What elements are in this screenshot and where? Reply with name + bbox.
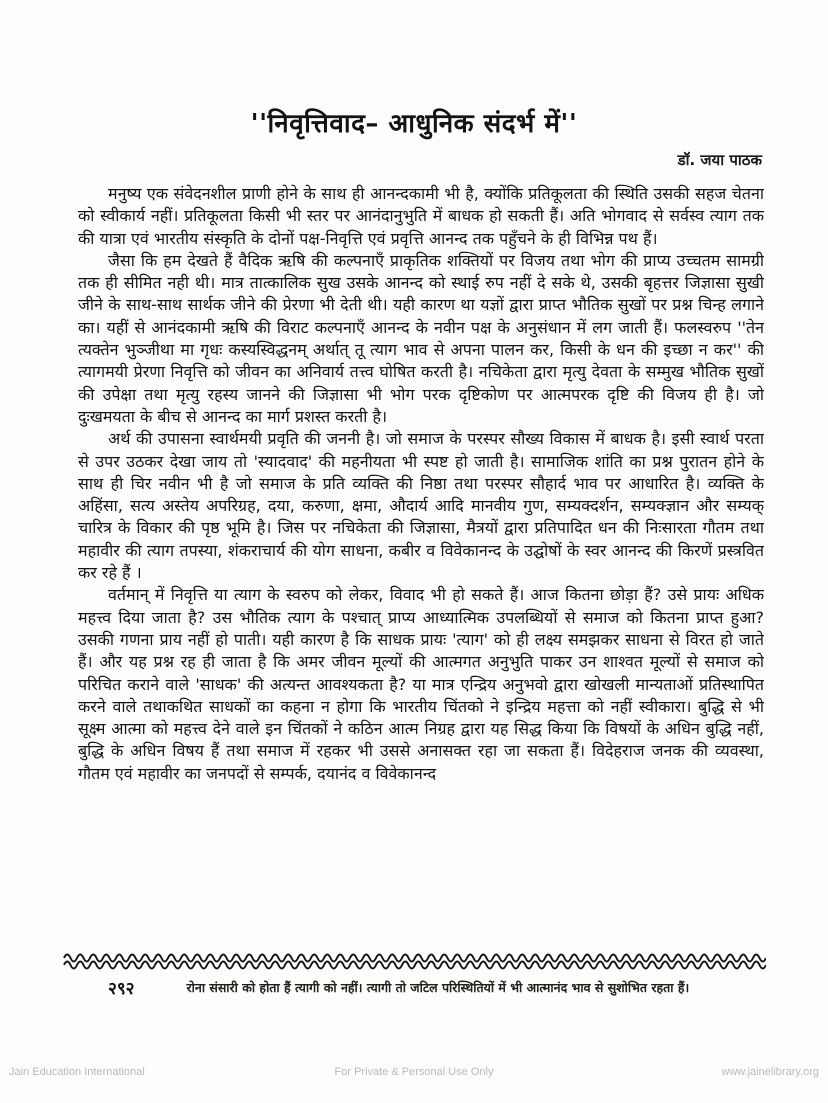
footer <box>108 976 758 999</box>
article-body <box>78 183 764 955</box>
body-paragraph-2: जैसा कि हम देखते हैं वैदिक ऋषि की कल्पनाएँ प्राकृतिक शक्तियों पर विजय तथा भोग की प्राप्य उच्चतम सामग्री तक ही सीमित नही थी। मात्र तात्कालिक सुख उसके आनन्द को स्थाई रुप नहीं दे सके थे, उसकी बृहत्तर जिज्ञासा सुखी जीने के साथ-साथ सार्थक जीने की प्रेरणा भी देती थी। यही कारण था यज्ञों द्वारा प्राप्त भौतिक सुखों पर प्रश्न चिन्ह लगाने का। यहीं से आनंदकामी ऋषि की विराट कल्पनाएँ आनन्द के नवीन पक्ष के अनुसंधान में लग जाती हैं। फलस्वरुप ''तेन त्यक्तेन भुञ्जीथा मा गृधः कस्यस्विद्धनम् अर्थात् तू त्याग भाव से अपना पालन कर, किसी के धन की इच्छा न कर'' की त्यागमयी प्रेरणा निवृत्ति को जीवन का अनिवार्य तत्त्व घोषित करती है। नचिकेता द्वारा मृत्यु देवता के सम्मुख भौतिक सुखों की उपेक्षा तथा मृत्यु रहस्य जानने की जिज्ञासा भी भोग परक दृष्टिकोण पर आत्मपरक दृष्टि की विजय ही है। जो दुःखमयता के बीच से आनन्द का मार्ग प्रशस्त करती है। <box>78 250 764 426</box>
wavy-divider-icon <box>62 952 766 972</box>
body-paragraph-4: वर्तमान् में निवृत्ति या त्याग के स्वरुप को लेकर, विवाद भी हो सकते हैं। आज कितना छोड़ा हैं? उसे प्रायः अधिक महत्त्व दिया जाता है? उस भौतिक त्याग के पश्चात् प्राप्य आध्यात्मिक उपलब्धियों से समाज को कितना प्राप्त हुआ? उसकी गणना प्राय नहीं हो पाती। यही कारण है कि साधक प्रायः 'त्याग' को ही लक्ष्य समझकर साधना से विरत हो जाते हैं। और यह प्रश्न रह ही जाता है कि अमर जीवन मूल्यों की आत्मगत अनुभुति पाकर उन शाश्वत मूल्यों से समाज को परिचित कराने वाले 'साधक' की अत्यन्त आवश्यकता है? या मात्र एन्द्रिय अनुभवो द्वारा खोखली मान्यताओं प्रतिस्थापित करने वाले तथाकथित साधकों का कहना न होगा कि भारतीय चिंतको ने इन्द्रिय महत्ता को नहीं स्वीकारा। बुद्धि से भी सूक्ष्म आत्मा को महत्त्व देने वाले इन चिंतकों ने कठिन आत्म निग्रह द्वारा यह सिद्ध किया कि विषयों के अधिन बुद्धि नहीं, बुद्धि के अधिन विषय हैं तथा समाज में रहकर भी उससे अनासक्त रहा जा सकता हैं। विदेहराज जनक की व्यवस्था, गौतम एवं महावीर का जनपदों से सम्पर्क, दयानंद व विवेकानन्द <box>78 585 764 783</box>
bottom-bar-url-text: www.jainelibrary.org <box>721 1066 819 1078</box>
bottom-bar-left-text: Jain Education International <box>9 1066 145 1078</box>
bottom-bar-center-text: For Private & Personal Use Only <box>334 1066 494 1078</box>
bottom-bar <box>0 1066 828 1078</box>
page-number: २९२ <box>108 979 135 999</box>
author-name: डॉ. जया पाठक <box>677 151 762 169</box>
page-title: ''निवृत्तिवाद– आधुनिक संदर्भ में'' <box>250 109 578 139</box>
footer-aphorism: रोना संसारी को होता हैं त्यागी को नहीं। त्यागी तो जटिल परिस्थितियों में भी आत्मानंद भाव से सुशोभित रहता हैं। <box>186 980 690 995</box>
body-paragraph-3: अर्थ की उपासना स्वार्थमयी प्रवृति की जननी है। जो समाज के परस्पर सौख्य विकास में बाधक है। इसी स्वार्थ परता से उपर उठकर देखा जाय तो 'स्यादवाद' की महनीयता भी स्पष्ट हो जाती है। सामाजिक शांति का प्रश्न पुरातन होने के साथ ही चिर नवीन भी है जो समाज के प्रति व्यक्ति की निष्ठा तथा परस्पर सौहार्द भाव पर आधारित है। व्यक्ति के अहिंसा, सत्य अस्तेय अपरिग्रह, दया, करुणा, क्षमा, औदार्य आदि मानवीय गुण, सम्यक्दर्शन, सम्यक्ज्ञान और सम्यक् चारित्र के विकार की पृष्ठ भूमि है। जिस पर नचिकेता की जिज्ञासा, मैत्रयों द्वारा प्रतिपादित धन की निःसारता गौतम तथा महावीर की त्याग तपस्या, शंकराचार्य की योग साधना, कबीर व विवेकानन्द के उद्घोषों के स्वर आनन्द की किरणें प्रस्त्रवित कर रहे हैं । <box>78 429 764 583</box>
body-paragraph-1: मनुष्य एक संवेदनशील प्राणी होने के साथ ही आनन्दकामी भी है, क्योंकि प्रतिकूलता की स्थिति उसकी सहज चेतना को स्वीकार्य नहीं। प्रतिकूलता किसी भी स्तर पर आनंदानुभुति में बाधक हो सकती हैं। अति भोगवाद से सर्वस्व त्याग तक की यात्रा एवं भारतीय संस्कृति के दोनों पक्ष-निवृत्ति एवं प्रवृत्ति आनन्द तक पहुँचने के ही विभिन्न पथ हैं। <box>78 184 764 248</box>
